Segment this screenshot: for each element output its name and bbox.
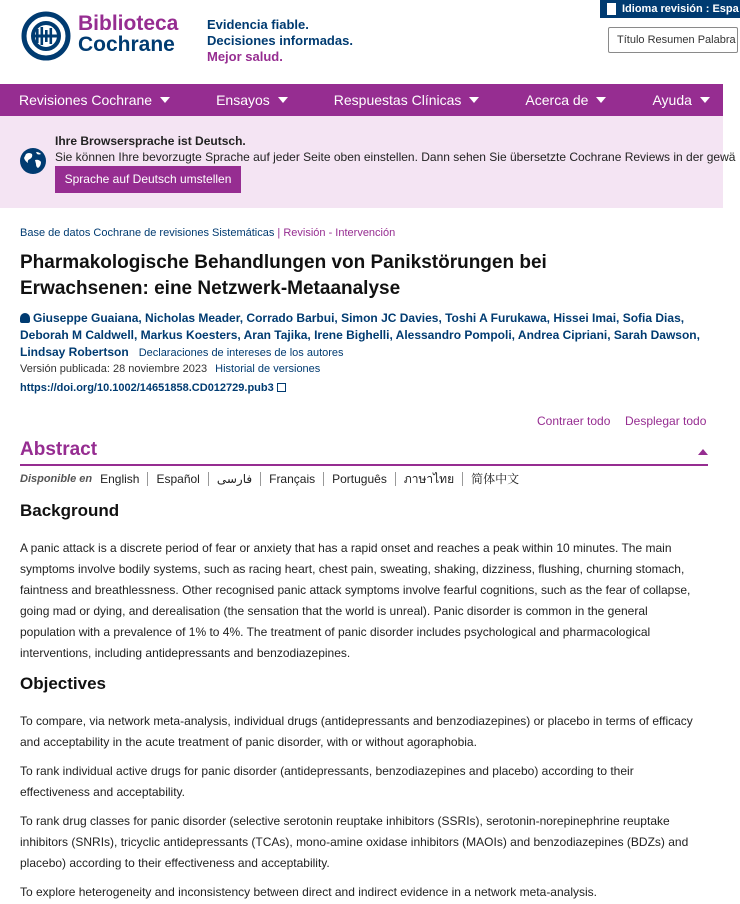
nav-label: Respuestas Clínicas	[333, 92, 462, 108]
nav-item-revisiones[interactable]	[19, 84, 170, 116]
nav-item-ayuda[interactable]	[652, 84, 709, 116]
notice-text: Sie können Ihre bevorzugte Sprache auf jeder Seite oben einstellen. Dann sehen Sie übersetzte Cochrane Reviews in der gewä	[55, 150, 736, 164]
chevron-down-icon	[469, 97, 479, 103]
nav-label: Revisiones Cochrane	[19, 92, 153, 108]
language-link-chinese[interactable]: 简体中文	[462, 472, 527, 486]
background-paragraph: A panic attack is a discrete period of fear or anxiety that has a rapid onset and reaches a peak within 10 minutes. The main symptoms involve bodily systems, such as racing heart, chest pain, sweating, shaking, dizziness, flushing, churning stomach, faintness and breathlessness. Other recognised panic attack symptoms involve fearful cognitions, such as the fear of collapse, going mad or dying, and derealisation (the sensation that the world is unreal). Panic disorder is common in the general population with a prevalence of 1% to 4%. The treatment of panic disorder includes psychological and pharmacological interventions, including antidepressants and benzodiazepines.	[20, 541, 691, 660]
cochrane-logo-icon[interactable]	[22, 12, 70, 60]
main-nav	[0, 84, 723, 116]
objectives-heading: Objectives	[20, 674, 106, 693]
available-languages	[20, 470, 527, 488]
language-link-english[interactable]: English	[100, 472, 140, 486]
breadcrumb-review-type[interactable]: Revisión - Intervención	[283, 227, 396, 239]
authors-text[interactable]: Giuseppe Guaiana, Nicholas Meader, Corrado Barbui, Simon JC Davies, Toshi A Furukawa, Hissei Imai, Sofia Dias, Deborah M Caldwell, Markus Koesters, Aran Tajika, Irene Bighelli, Alessandro Pompoli, Andrea Cipriani, Sarah Dawson, Lindsay Robertson	[20, 311, 700, 359]
site-header	[0, 0, 739, 84]
search-input[interactable]	[608, 27, 738, 53]
tagline-line-1: Evidencia fiable.	[207, 17, 309, 32]
external-link-icon	[277, 383, 286, 392]
page-title: Pharmakologische Behandlungen von Panikstörungen bei Erwachsenen: eine Netzwerk‐Metaanalyse	[20, 252, 547, 299]
version-published: Versión publicada: 28 noviembre 2023	[20, 363, 208, 375]
site-logo-text[interactable]	[78, 13, 178, 55]
objectives-paragraph-2: To rank individual active drugs for panic disorder (antidepressants, benzodiazepines and placebo) according to their effectiveness and acceptability.	[20, 764, 634, 799]
nav-label: Acerca de	[525, 92, 589, 108]
collapse-all-button[interactable]: Contraer todo	[537, 414, 611, 428]
breadcrumb	[20, 227, 395, 239]
globe-icon	[18, 146, 48, 176]
author-list	[20, 310, 700, 362]
background-heading: Background	[20, 501, 120, 520]
nav-item-acerca[interactable]	[525, 84, 606, 116]
abstract-divider	[20, 464, 708, 466]
version-history-link[interactable]: Historial de versiones	[215, 363, 321, 375]
language-link-farsi[interactable]: فارسی	[208, 472, 260, 486]
nav-item-ensayos[interactable]	[216, 84, 288, 116]
nav-label: Ayuda	[652, 92, 692, 108]
logo-line-1: Biblioteca	[78, 12, 179, 35]
doi-text: https://doi.org/10.1002/14651858.CD012729.pub3	[20, 382, 274, 394]
breadcrumb-separator: |	[277, 227, 281, 239]
chevron-down-icon	[596, 97, 606, 103]
nav-item-respuestas[interactable]	[334, 84, 480, 116]
chevron-down-icon	[700, 97, 710, 103]
review-language-selector[interactable]	[600, 0, 740, 18]
available-label: Disponible en	[20, 473, 93, 485]
search-placeholder: Título Resumen Palabra	[617, 34, 736, 46]
language-link-francais[interactable]: Français	[260, 472, 323, 486]
language-link-portugues[interactable]: Português	[323, 472, 395, 486]
version-info	[20, 363, 320, 375]
tagline-line-3: Mejor salud.	[207, 49, 283, 64]
declarations-link[interactable]: Declaraciones de intereses de los autores	[138, 347, 344, 359]
chevron-down-icon	[278, 97, 288, 103]
objectives-paragraph-4: To explore heterogeneity and inconsistency between direct and indirect evidence in a network meta-analysis.	[20, 885, 597, 899]
language-link-thai[interactable]: ภาษาไทย	[395, 472, 462, 486]
abstract-heading[interactable]: Abstract	[20, 439, 98, 460]
breadcrumb-database-link[interactable]: Base de datos Cochrane de revisiones Sistemáticas	[20, 227, 275, 239]
person-icon	[20, 313, 30, 323]
chevron-up-icon[interactable]	[698, 449, 708, 455]
tagline-line-2: Decisiones informadas.	[207, 33, 353, 48]
objectives-paragraph-1: To compare, via network meta-analysis, individual drugs (antidepressants and benzodiazepines) or placebo in terms of efficacy and acceptability in the acute treatment of panic disorder, with or without agoraphobia.	[20, 714, 693, 749]
expand-all-button[interactable]: Desplegar todo	[625, 414, 707, 428]
language-link-espanol[interactable]: Español	[147, 472, 207, 486]
review-language-label: Idioma revisión : Espa	[622, 3, 739, 15]
doi-link[interactable]	[20, 382, 286, 394]
notice-title: Ihre Browsersprache ist Deutsch.	[55, 134, 246, 148]
nav-label: Ensayos	[216, 92, 270, 108]
document-icon	[607, 3, 616, 15]
objectives-paragraph-3: To rank drug classes for panic disorder (selective serotonin reuptake inhibitors (SSRIs), serotonin-norepinephrine reuptake inhibitors (SNRIs), tricyclic antidepressants (TCAs), mono-amine oxidase inhibitors (MAOIs) and benzodiazepines (BDZs) and placebo) according to their effectiveness and acceptability.	[20, 814, 689, 870]
logo-line-2: Cochrane	[78, 33, 175, 56]
switch-language-button[interactable]: Sprache auf Deutsch umstellen	[55, 166, 241, 193]
tagline	[207, 17, 353, 65]
chevron-down-icon	[160, 97, 170, 103]
